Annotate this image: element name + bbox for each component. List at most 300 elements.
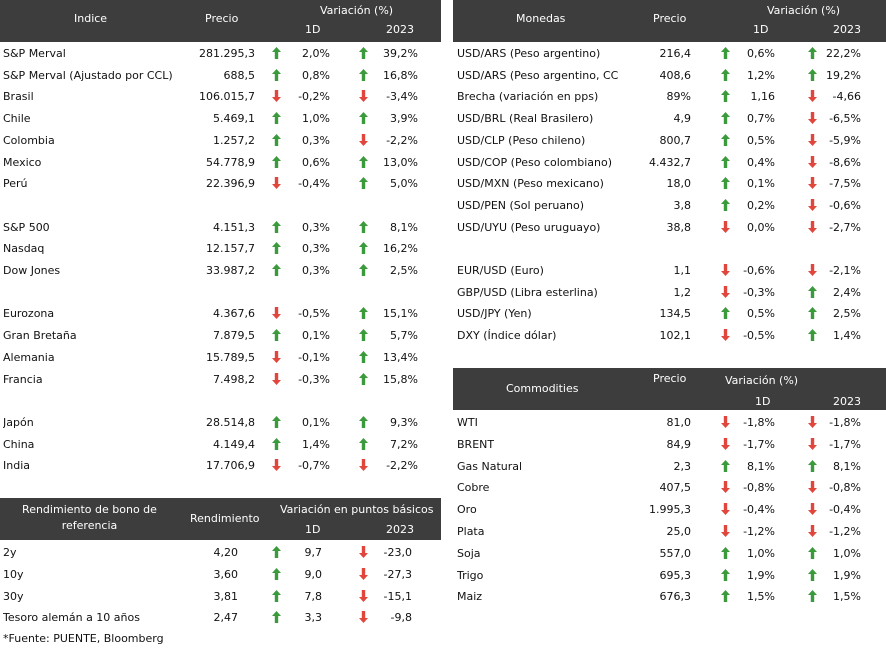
header-price: Precio <box>653 372 687 385</box>
table-row <box>0 303 441 324</box>
row-name: USD/CLP (Peso chileno) <box>457 133 586 147</box>
arrow-up-icon <box>808 329 817 341</box>
row-value: 3,81 <box>213 589 238 603</box>
row-change-1d: 3,3 <box>304 611 322 625</box>
header-yield: Rendimiento <box>190 512 260 525</box>
arrow-up-icon <box>359 177 368 189</box>
row-value: 7.879,5 <box>213 329 255 343</box>
arrow-down-icon <box>721 416 730 428</box>
row-change-ytd: -0,4% <box>829 503 861 517</box>
row-name: S&P Merval (Ajustado por CCL) <box>3 68 173 82</box>
row-value: 54.778,9 <box>206 155 255 169</box>
row-value: 22.396,9 <box>206 177 255 191</box>
row-value: 25,0 <box>666 525 691 538</box>
row-change-1d: -0,5% <box>743 329 775 343</box>
row-value: 4,9 <box>673 112 691 126</box>
row-change-1d: -1,2% <box>743 525 775 538</box>
arrow-down-icon <box>359 459 368 471</box>
arrow-down-icon <box>359 611 368 623</box>
row-name: Brecha (variación en pps) <box>457 90 599 104</box>
table-row <box>453 499 886 520</box>
row-change-ytd: -2,7% <box>829 220 861 234</box>
header-variation: Variación (%) <box>767 4 841 17</box>
arrow-up-icon <box>272 69 281 81</box>
table-row <box>453 195 886 216</box>
row-value: 695,3 <box>659 568 691 582</box>
row-value: 38,8 <box>666 220 691 234</box>
header-variation: Variación (%) <box>725 374 799 387</box>
row-value: 3,8 <box>673 198 691 212</box>
row-name: Japón <box>3 415 34 429</box>
table-row <box>0 564 441 585</box>
spacer-row <box>0 390 441 411</box>
table-row <box>0 130 441 151</box>
row-change-ytd: 2,5% <box>833 307 861 321</box>
row-value: 4.149,4 <box>213 437 255 451</box>
row-name: DXY (Índice dólar) <box>457 329 557 343</box>
table-row <box>453 152 886 173</box>
table-row <box>0 43 441 64</box>
arrow-up-icon <box>359 264 368 276</box>
row-change-1d: -0,6% <box>743 264 775 277</box>
arrow-up-icon <box>359 69 368 81</box>
table-row <box>0 108 441 129</box>
row-change-ytd: -6,5% <box>829 112 861 126</box>
row-change-ytd: -4,66 <box>832 90 861 104</box>
row-name: 10y <box>3 567 24 581</box>
row-name: Soja <box>457 546 481 560</box>
arrow-down-icon <box>272 177 281 189</box>
row-change-ytd: 5,7% <box>390 329 418 343</box>
table-row <box>453 217 886 238</box>
row-value: 81,0 <box>666 416 691 429</box>
row-name: Francia <box>3 372 43 386</box>
arrow-down-icon <box>721 503 730 515</box>
table-row <box>453 43 886 64</box>
row-name: Alemania <box>3 350 55 364</box>
spacer-row <box>0 282 441 303</box>
arrow-up-icon <box>272 438 281 450</box>
header-1d: 1D <box>305 23 321 36</box>
table-row <box>453 325 886 346</box>
table-row <box>453 521 886 542</box>
row-change-1d: 1,16 <box>750 90 775 104</box>
row-change-ytd: -8,6% <box>829 155 861 169</box>
row-change-1d: 9,0 <box>304 567 322 581</box>
indices-header <box>0 0 441 42</box>
table-row <box>0 542 441 563</box>
arrow-up-icon <box>808 47 817 59</box>
table-row <box>453 477 886 498</box>
arrow-up-icon <box>721 547 730 559</box>
table-row <box>0 347 441 368</box>
row-change-1d: 0,3% <box>302 133 330 147</box>
arrow-down-icon <box>808 177 817 189</box>
arrow-down-icon <box>808 221 817 233</box>
header-1d: 1D <box>755 395 771 408</box>
row-name: 2y <box>3 546 17 559</box>
row-value: 408,6 <box>659 68 691 82</box>
arrow-down-icon <box>359 90 368 102</box>
table-row <box>0 412 441 433</box>
row-change-1d: -0,5% <box>298 307 330 321</box>
row-value: 1.257,2 <box>213 133 255 147</box>
arrow-down-icon <box>721 264 730 276</box>
arrow-up-icon <box>721 156 730 168</box>
arrow-up-icon <box>359 242 368 254</box>
arrow-up-icon <box>359 373 368 385</box>
arrow-up-icon <box>721 590 730 602</box>
row-change-ytd: 8,1% <box>833 459 861 473</box>
arrow-down-icon <box>808 481 817 493</box>
row-change-1d: 1,0% <box>747 546 775 560</box>
row-change-ytd: -1,2% <box>829 525 861 538</box>
arrow-down-icon <box>808 112 817 124</box>
row-change-ytd: -3,4% <box>386 90 418 104</box>
row-value: 33.987,2 <box>206 264 255 277</box>
row-change-1d: 0,1% <box>747 177 775 191</box>
arrow-down-icon <box>808 438 817 450</box>
table-row <box>0 217 441 238</box>
row-value: 89% <box>666 90 691 104</box>
row-change-ytd: 7,2% <box>390 437 418 451</box>
table-row <box>0 586 441 607</box>
table-row <box>453 434 886 455</box>
arrow-down-icon <box>721 329 730 341</box>
table-row <box>453 173 886 194</box>
arrow-up-icon <box>272 156 281 168</box>
row-value: 17.706,9 <box>206 459 255 473</box>
row-value: 12.157,7 <box>206 242 255 256</box>
commodities-table <box>453 368 886 608</box>
header-ytd: 2023 <box>386 23 414 36</box>
table-row <box>0 86 441 107</box>
row-change-ytd: -7,5% <box>829 177 861 191</box>
row-change-1d: 0,6% <box>747 47 775 60</box>
arrow-down-icon <box>721 438 730 450</box>
row-name: GBP/USD (Libra esterlina) <box>457 285 598 299</box>
row-change-1d: -0,1% <box>298 350 330 364</box>
row-change-ytd: 8,1% <box>390 220 418 234</box>
row-change-ytd: 3,9% <box>390 112 418 126</box>
row-change-1d: 0,5% <box>747 307 775 321</box>
row-value: 676,3 <box>659 590 691 604</box>
row-value: 102,1 <box>659 329 691 343</box>
table-row <box>453 108 886 129</box>
row-change-ytd: -0,8% <box>829 481 861 495</box>
row-value: 281.295,3 <box>199 47 255 60</box>
row-name: Nasdaq <box>3 242 45 256</box>
row-change-1d: 1,0% <box>302 112 330 126</box>
row-change-1d: 1,9% <box>747 568 775 582</box>
arrow-down-icon <box>272 307 281 319</box>
row-name: Eurozona <box>3 307 55 321</box>
arrow-up-icon <box>359 47 368 59</box>
row-name: Gas Natural <box>457 459 523 473</box>
row-name: EUR/USD (Euro) <box>457 264 544 277</box>
row-name: S&P Merval <box>3 47 66 60</box>
row-change-1d: 0,1% <box>302 415 330 429</box>
arrow-down-icon <box>808 134 817 146</box>
bonds-table <box>0 498 441 649</box>
arrow-down-icon <box>359 134 368 146</box>
row-name: 30y <box>3 589 24 603</box>
row-change-1d: -1,8% <box>743 416 775 429</box>
arrow-up-icon <box>721 112 730 124</box>
arrow-up-icon <box>272 221 281 233</box>
header-name: Monedas <box>516 12 566 25</box>
row-value: 557,0 <box>659 546 691 560</box>
indices-table <box>0 0 441 480</box>
row-change-ytd: 15,8% <box>383 372 418 386</box>
arrow-down-icon <box>272 351 281 363</box>
arrow-down-icon <box>721 481 730 493</box>
arrow-down-icon <box>359 590 368 602</box>
header-ytd: 2023 <box>386 523 414 536</box>
row-change-1d: 1,5% <box>747 590 775 604</box>
row-change-1d: 0,2% <box>747 198 775 212</box>
bonds-header <box>0 498 441 540</box>
table-row <box>453 456 886 477</box>
row-name: Oro <box>457 503 477 517</box>
arrow-up-icon <box>359 307 368 319</box>
arrow-up-icon <box>359 351 368 363</box>
row-change-1d: 0,6% <box>302 155 330 169</box>
commodities-header <box>453 368 886 410</box>
row-value: 3,60 <box>213 567 238 581</box>
arrow-down-icon <box>808 90 817 102</box>
row-change-1d: -0,8% <box>743 481 775 495</box>
table-row <box>0 325 441 346</box>
row-name: USD/UYU (Peso uruguayo) <box>457 220 601 234</box>
row-name: India <box>3 459 30 473</box>
arrow-up-icon <box>272 416 281 428</box>
arrow-up-icon <box>272 590 281 602</box>
table-row <box>0 607 441 628</box>
row-value: 5.469,1 <box>213 112 255 126</box>
arrow-up-icon <box>721 307 730 319</box>
arrow-down-icon <box>272 459 281 471</box>
table-row <box>453 543 886 564</box>
table-row <box>453 586 886 607</box>
row-change-1d: 8,1% <box>747 459 775 473</box>
arrow-up-icon <box>808 547 817 559</box>
row-change-ytd: 15,1% <box>383 307 418 321</box>
row-value: 7.498,2 <box>213 372 255 386</box>
arrow-up-icon <box>808 286 817 298</box>
row-name: USD/PEN (Sol peruano) <box>457 198 585 212</box>
arrow-up-icon <box>721 569 730 581</box>
row-name: USD/MXN (Peso mexicano) <box>457 177 604 191</box>
header-variation: Variación (%) <box>320 4 394 17</box>
arrow-up-icon <box>721 69 730 81</box>
table-row <box>453 130 886 151</box>
arrow-up-icon <box>721 199 730 211</box>
row-name: Plata <box>457 525 485 538</box>
arrow-down-icon <box>359 546 368 558</box>
row-change-1d: 0,8% <box>302 68 330 82</box>
currencies-header <box>453 0 886 42</box>
arrow-up-icon <box>272 568 281 580</box>
arrow-down-icon <box>359 568 368 580</box>
row-value: 2,3 <box>673 459 691 473</box>
row-name: USD/ARS (Peso argentino, CC <box>457 68 619 82</box>
header-name: Indice <box>74 12 108 25</box>
table-row <box>453 282 886 303</box>
row-name: Gran Bretaña <box>3 329 77 343</box>
arrow-down-icon <box>808 264 817 276</box>
row-change-1d: 0,7% <box>747 112 775 126</box>
spacer-row <box>0 195 441 216</box>
row-value: 407,5 <box>659 481 691 495</box>
row-change-ytd: 19,2% <box>826 68 861 82</box>
row-name: Mexico <box>3 155 42 169</box>
table-row <box>0 65 441 86</box>
row-change-1d: 1,2% <box>747 68 775 82</box>
arrow-up-icon <box>272 329 281 341</box>
row-name: Trigo <box>457 568 484 582</box>
table-row <box>0 369 441 390</box>
arrow-up-icon <box>272 546 281 558</box>
header-ytd: 2023 <box>833 23 861 36</box>
arrow-down-icon <box>808 416 817 428</box>
arrow-up-icon <box>359 112 368 124</box>
arrow-up-icon <box>272 134 281 146</box>
arrow-up-icon <box>359 221 368 233</box>
row-value: 1.995,3 <box>649 503 691 517</box>
arrow-up-icon <box>272 264 281 276</box>
row-name: Perú <box>3 177 28 191</box>
row-value: 84,9 <box>666 437 691 451</box>
arrow-down-icon <box>808 156 817 168</box>
row-change-ytd: 1,9% <box>833 568 861 582</box>
arrow-up-icon <box>359 329 368 341</box>
arrow-up-icon <box>721 460 730 472</box>
row-name: USD/BRL (Real Brasilero) <box>457 112 594 126</box>
header-ytd: 2023 <box>833 395 861 408</box>
table-row <box>0 434 441 455</box>
row-change-1d: 2,0% <box>302 47 330 60</box>
row-name: Colombia <box>3 133 55 147</box>
row-change-ytd: 5,0% <box>390 177 418 191</box>
arrow-up-icon <box>272 242 281 254</box>
row-change-ytd: -2,1% <box>829 264 861 277</box>
row-change-ytd: 1,4% <box>833 329 861 343</box>
row-change-ytd: -2,2% <box>386 133 418 147</box>
row-name: S&P 500 <box>3 220 50 234</box>
row-name: USD/JPY (Yen) <box>457 307 532 321</box>
row-change-ytd: 1,5% <box>833 590 861 604</box>
row-change-1d: 0,3% <box>302 220 330 234</box>
row-name: Dow Jones <box>3 264 61 277</box>
row-change-ytd: -0,6% <box>829 198 861 212</box>
row-change-ytd: -1,7% <box>829 437 861 451</box>
table-row <box>453 260 886 281</box>
arrow-up-icon <box>721 177 730 189</box>
row-name: Tesoro alemán a 10 años <box>3 611 140 625</box>
row-value: 688,5 <box>223 68 255 82</box>
arrow-up-icon <box>808 69 817 81</box>
row-name: China <box>3 437 35 451</box>
row-change-1d: -0,7% <box>298 459 330 473</box>
row-value: 18,0 <box>666 177 691 191</box>
row-change-ytd: 39,2% <box>383 47 418 60</box>
source-footnote: *Fuente: PUENTE, Bloomberg <box>3 632 164 645</box>
row-change-1d: -1,7% <box>743 437 775 451</box>
row-value: 1,1 <box>673 264 691 277</box>
row-change-ytd: 13,4% <box>383 350 418 364</box>
row-value: 1,2 <box>673 285 691 299</box>
row-name: Cobre <box>457 481 490 495</box>
row-value: 134,5 <box>659 307 691 321</box>
row-value: 106.015,7 <box>199 90 255 104</box>
row-change-1d: -0,2% <box>298 90 330 104</box>
header-1d: 1D <box>753 23 769 36</box>
row-change-ytd: -27,3 <box>383 567 412 581</box>
row-name: BRENT <box>457 437 495 451</box>
row-name: WTI <box>457 416 478 429</box>
row-change-1d: 9,7 <box>304 546 322 559</box>
row-change-1d: 1,4% <box>302 437 330 451</box>
arrow-up-icon <box>272 611 281 623</box>
table-row <box>453 86 886 107</box>
table-row <box>0 152 441 173</box>
row-change-ytd: 16,2% <box>383 242 418 256</box>
arrow-up-icon <box>721 134 730 146</box>
row-value: 28.514,8 <box>206 415 255 429</box>
arrow-down-icon <box>721 286 730 298</box>
row-change-ytd: -5,9% <box>829 133 861 147</box>
row-change-ytd: -15,1 <box>383 589 412 603</box>
arrow-up-icon <box>808 569 817 581</box>
header-name: Commodities <box>506 382 579 395</box>
row-change-1d: 0,5% <box>747 133 775 147</box>
row-change-1d: 0,1% <box>302 329 330 343</box>
arrow-up-icon <box>808 307 817 319</box>
row-change-1d: 0,4% <box>747 155 775 169</box>
table-row <box>453 303 886 324</box>
table-row <box>0 238 441 259</box>
header-name: Rendimiento de bono de referencia <box>22 503 157 532</box>
arrow-up-icon <box>359 416 368 428</box>
row-change-1d: -0,4% <box>743 503 775 517</box>
row-change-ytd: 9,3% <box>390 415 418 429</box>
row-name: USD/ARS (Peso argentino) <box>457 47 601 60</box>
row-value: 800,7 <box>659 133 691 147</box>
header-1d: 1D <box>305 523 321 536</box>
arrow-down-icon <box>808 525 817 537</box>
row-change-1d: -0,3% <box>298 372 330 386</box>
row-change-ytd: 22,2% <box>826 47 861 60</box>
row-value: 4,20 <box>213 546 238 559</box>
arrow-up-icon <box>272 112 281 124</box>
row-change-ytd: 13,0% <box>383 155 418 169</box>
row-change-ytd: 16,8% <box>383 68 418 82</box>
row-value: 4.432,7 <box>649 155 691 169</box>
row-change-ytd: 2,4% <box>833 285 861 299</box>
row-change-1d: -0,3% <box>743 285 775 299</box>
arrow-up-icon <box>721 90 730 102</box>
row-change-1d: 0,3% <box>302 242 330 256</box>
arrow-down-icon <box>272 90 281 102</box>
row-change-ytd: -23,0 <box>383 546 412 559</box>
arrow-down-icon <box>721 221 730 233</box>
arrow-up-icon <box>272 47 281 59</box>
table-row <box>453 565 886 586</box>
arrow-down-icon <box>721 525 730 537</box>
row-name: Brasil <box>3 90 34 104</box>
row-change-1d: 0,0% <box>747 220 775 234</box>
